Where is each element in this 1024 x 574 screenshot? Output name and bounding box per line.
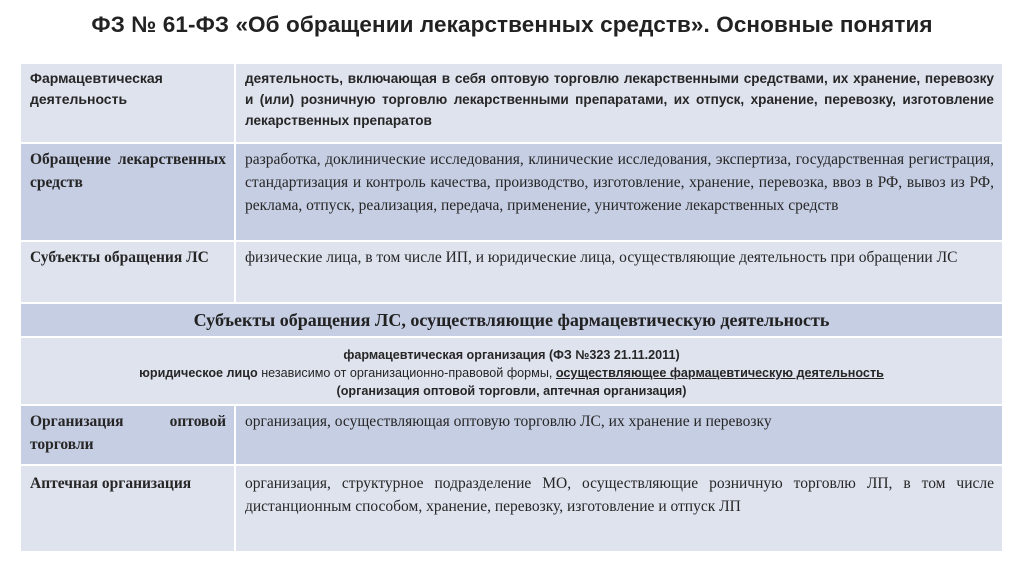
- page-title: ФЗ № 61-ФЗ «Об обращении лекарственных средств». Основные понятия: [91, 12, 933, 37]
- pharm-org-line1: фармацевтическая организация (ФЗ №323 21.11.2011): [343, 348, 680, 362]
- definition-cell: [234, 64, 1002, 142]
- pharm-org-legal-entity: юридическое лицо: [139, 366, 258, 380]
- definition-circulation-subjects: физические лица, в том числе ИП, и юридические лица, осуществляющие деятельность при обращении ЛС: [245, 249, 958, 266]
- definition-cell: [234, 144, 1002, 240]
- section-subheading: Субъекты обращения ЛС, осуществляющие фармацевтическую деятельность: [193, 310, 830, 330]
- definition-pharmacy-org: организация, структурное подразделение МО, осуществляющие розничную торговлю ЛП, в том числе дистанционным способом, хранение, перевозку, изготовление и отпуск ЛП: [245, 475, 994, 515]
- table-row: [21, 64, 1002, 142]
- table-row-subheading: [21, 304, 1002, 336]
- definition-cell: [234, 242, 1002, 302]
- term-wholesale-org: Организация оптовой торговли: [30, 413, 226, 453]
- pharm-org-block: [21, 338, 1002, 404]
- term-cell: [21, 466, 234, 551]
- term-circulation-subjects: Субъекты обращения ЛС: [30, 249, 209, 266]
- term-pharmacy-org: Аптечная организация: [30, 475, 192, 492]
- term-cell: [21, 406, 234, 464]
- definition-cell: [234, 406, 1002, 464]
- term-cell: [21, 64, 234, 142]
- definition-pharm-activity: деятельность, включающая в себя оптовую торговлю лекарственными средствами, их хранение, перевозку и (или) розничную торговлю лекарственными препаратами, их отпуск, хранение, перевозку, изготовление лекарственных препаратов: [245, 71, 994, 128]
- table-row: [21, 406, 1002, 464]
- pharm-org-activity: осуществляющее фармацевтическую деятельность: [555, 366, 884, 380]
- term-drug-circulation: Обращение лекарственных средств: [30, 151, 226, 191]
- term-cell: [21, 144, 234, 240]
- table-row: [21, 466, 1002, 551]
- definitions-table: [21, 64, 1002, 551]
- definition-drug-circulation: разработка, доклинические исследования, клинические исследования, экспертиза, государственная регистрация, стандартизация и контроль качества, производство, изготовление, хранение, перевозка, ввоз в РФ, вывоз из РФ, реклама, отпуск, реализация, передача, применение, уничтожение лекарственных средств: [245, 151, 994, 214]
- term-cell: [21, 242, 234, 302]
- table-row: [21, 242, 1002, 302]
- table-row: [21, 144, 1002, 240]
- definition-wholesale-org: организация, осуществляющая оптовую торговлю ЛС, их хранение и перевозку: [245, 413, 772, 430]
- term-pharm-activity: Фармацевтическая деятельность: [30, 70, 163, 107]
- pharm-org-line3: (организация оптовой торговли, аптечная организация): [336, 384, 687, 398]
- table-row-pharm-org: [21, 338, 1002, 404]
- definition-cell: [234, 466, 1002, 551]
- pharm-org-legal-form: независимо от организационно-правовой формы,: [257, 366, 556, 380]
